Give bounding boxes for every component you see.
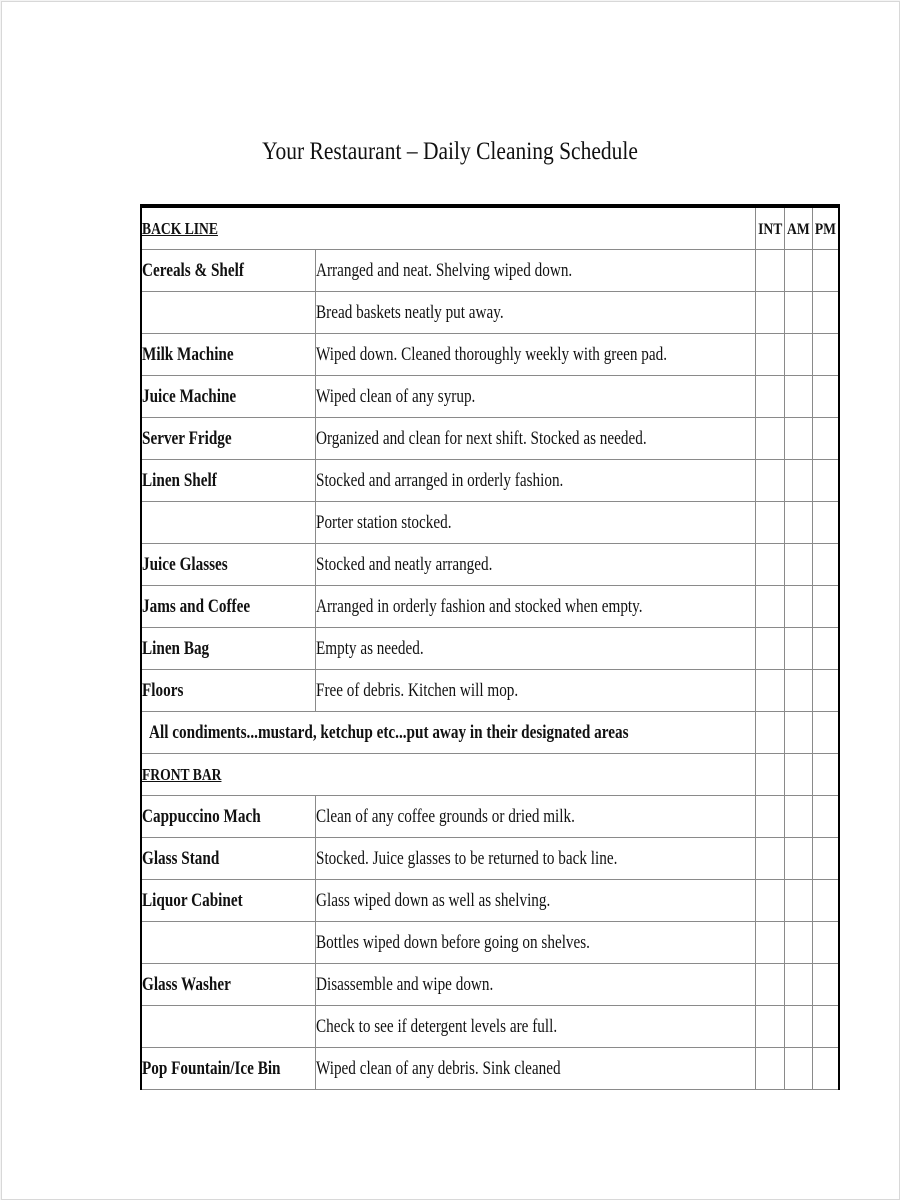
- check-cell-pm[interactable]: [813, 670, 839, 712]
- check-cell-am[interactable]: [785, 922, 813, 964]
- check-cell-int[interactable]: [755, 838, 784, 880]
- check-cell-int[interactable]: [755, 628, 784, 670]
- check-cell-int[interactable]: [755, 922, 784, 964]
- task-description: Glass wiped down as well as shelving.: [316, 880, 756, 922]
- check-cell-am[interactable]: [785, 712, 813, 754]
- table-row: [141, 880, 839, 922]
- table-row: [141, 838, 839, 880]
- table-row: [141, 670, 839, 712]
- check-cell-am[interactable]: [785, 250, 813, 292]
- check-cell-pm[interactable]: [813, 712, 839, 754]
- column-header-int: INT: [755, 206, 784, 250]
- item-name: [141, 292, 316, 334]
- check-cell-pm[interactable]: [813, 250, 839, 292]
- check-cell-am[interactable]: [785, 880, 813, 922]
- check-cell-int[interactable]: [755, 250, 784, 292]
- document-title: Your Restaurant – Daily Cleaning Schedule: [262, 138, 638, 165]
- check-cell-pm[interactable]: [813, 544, 839, 586]
- check-cell-int[interactable]: [755, 1048, 784, 1090]
- check-cell-int[interactable]: [755, 544, 784, 586]
- item-name: Glass Washer: [141, 964, 316, 1006]
- check-cell-pm[interactable]: [813, 796, 839, 838]
- task-description: Free of debris. Kitchen will mop.: [316, 670, 756, 712]
- check-cell-int[interactable]: [755, 376, 784, 418]
- table-row: [141, 1006, 839, 1048]
- check-cell-int[interactable]: [755, 754, 784, 796]
- check-cell-int[interactable]: [755, 1006, 784, 1048]
- table-row: [141, 376, 839, 418]
- check-cell-am[interactable]: [785, 1048, 813, 1090]
- check-cell-pm[interactable]: [813, 1006, 839, 1048]
- check-cell-am[interactable]: [785, 628, 813, 670]
- check-cell-int[interactable]: [755, 334, 784, 376]
- check-cell-pm[interactable]: [813, 334, 839, 376]
- item-name: Glass Stand: [141, 838, 316, 880]
- note-cell: All condiments...mustard, ketchup etc...put away in their designated areas: [141, 712, 755, 754]
- note-row: [141, 712, 839, 754]
- check-cell-pm[interactable]: [813, 418, 839, 460]
- check-cell-am[interactable]: [785, 586, 813, 628]
- item-name: Juice Glasses: [141, 544, 316, 586]
- item-name: [141, 922, 316, 964]
- task-description: Stocked. Juice glasses to be returned to back line.: [316, 838, 756, 880]
- section-header-row: [141, 206, 839, 250]
- cleaning-schedule-table: [140, 204, 840, 1090]
- check-cell-am[interactable]: [785, 334, 813, 376]
- task-description: Empty as needed.: [316, 628, 756, 670]
- column-header-am: AM: [785, 206, 813, 250]
- check-cell-am[interactable]: [785, 292, 813, 334]
- check-cell-am[interactable]: [785, 964, 813, 1006]
- item-name: Floors: [141, 670, 316, 712]
- check-cell-am[interactable]: [785, 670, 813, 712]
- check-cell-pm[interactable]: [813, 628, 839, 670]
- item-name: Jams and Coffee: [141, 586, 316, 628]
- table-row: [141, 460, 839, 502]
- item-name: Cappuccino Mach: [141, 796, 316, 838]
- check-cell-pm[interactable]: [813, 460, 839, 502]
- check-cell-pm[interactable]: [813, 880, 839, 922]
- item-name: [141, 1006, 316, 1048]
- check-cell-int[interactable]: [755, 292, 784, 334]
- task-description: Porter station stocked.: [316, 502, 756, 544]
- column-header-pm: PM: [813, 206, 839, 250]
- item-name: Pop Fountain/Ice Bin: [141, 1048, 316, 1090]
- table-row: [141, 964, 839, 1006]
- item-name: Cereals & Shelf: [141, 250, 316, 292]
- task-description: Clean of any coffee grounds or dried milk.: [316, 796, 756, 838]
- item-name: Server Fridge: [141, 418, 316, 460]
- check-cell-pm[interactable]: [813, 964, 839, 1006]
- check-cell-pm[interactable]: [813, 754, 839, 796]
- table-row: [141, 1048, 839, 1090]
- task-description: Wiped clean of any debris. Sink cleaned: [316, 1048, 756, 1090]
- section-header: [141, 754, 755, 796]
- check-cell-am[interactable]: [785, 418, 813, 460]
- check-cell-am[interactable]: [785, 838, 813, 880]
- check-cell-int[interactable]: [755, 502, 784, 544]
- table-row: [141, 292, 839, 334]
- check-cell-int[interactable]: [755, 880, 784, 922]
- section-header-label: BACK LINE: [142, 218, 218, 238]
- section-header: [141, 206, 755, 250]
- table-row: [141, 586, 839, 628]
- task-description: Disassemble and wipe down.: [316, 964, 756, 1006]
- check-cell-pm[interactable]: [813, 376, 839, 418]
- check-cell-int[interactable]: [755, 670, 784, 712]
- task-description: Stocked and arranged in orderly fashion.: [316, 460, 756, 502]
- item-name: Linen Shelf: [141, 460, 316, 502]
- table-row: [141, 628, 839, 670]
- check-cell-pm[interactable]: [813, 586, 839, 628]
- check-cell-am[interactable]: [785, 502, 813, 544]
- check-cell-pm[interactable]: [813, 292, 839, 334]
- table-row: [141, 922, 839, 964]
- section-header-row: [141, 754, 839, 796]
- check-cell-am[interactable]: [785, 544, 813, 586]
- task-description: Bottles wiped down before going on shelves.: [316, 922, 756, 964]
- table-row: [141, 544, 839, 586]
- table-row: [141, 796, 839, 838]
- check-cell-pm[interactable]: [813, 838, 839, 880]
- check-cell-am[interactable]: [785, 460, 813, 502]
- check-cell-am[interactable]: [785, 754, 813, 796]
- table-row: [141, 334, 839, 376]
- check-cell-int[interactable]: [755, 586, 784, 628]
- check-cell-am[interactable]: [785, 796, 813, 838]
- task-description: Bread baskets neatly put away.: [316, 292, 756, 334]
- check-cell-pm[interactable]: [813, 922, 839, 964]
- table-row: [141, 502, 839, 544]
- check-cell-am[interactable]: [785, 376, 813, 418]
- check-cell-int[interactable]: [755, 460, 784, 502]
- item-name: Liquor Cabinet: [141, 880, 316, 922]
- item-name: Linen Bag: [141, 628, 316, 670]
- check-cell-int[interactable]: [755, 964, 784, 1006]
- task-description: Wiped clean of any syrup.: [316, 376, 756, 418]
- task-description: Organized and clean for next shift. Stocked as needed.: [316, 418, 756, 460]
- task-description: Arranged in orderly fashion and stocked when empty.: [316, 586, 756, 628]
- table-row: [141, 418, 839, 460]
- task-description: Check to see if detergent levels are full.: [316, 1006, 756, 1048]
- section-header-label: FRONT BAR: [142, 764, 222, 784]
- check-cell-pm[interactable]: [813, 502, 839, 544]
- task-description: Wiped down. Cleaned thoroughly weekly with green pad.: [316, 334, 756, 376]
- item-name: Milk Machine: [141, 334, 316, 376]
- check-cell-am[interactable]: [785, 1006, 813, 1048]
- check-cell-int[interactable]: [755, 418, 784, 460]
- check-cell-int[interactable]: [755, 796, 784, 838]
- item-name: Juice Machine: [141, 376, 316, 418]
- item-name: [141, 502, 316, 544]
- task-description: Stocked and neatly arranged.: [316, 544, 756, 586]
- check-cell-int[interactable]: [755, 712, 784, 754]
- check-cell-pm[interactable]: [813, 1048, 839, 1090]
- table-row: [141, 250, 839, 292]
- task-description: Arranged and neat. Shelving wiped down.: [316, 250, 756, 292]
